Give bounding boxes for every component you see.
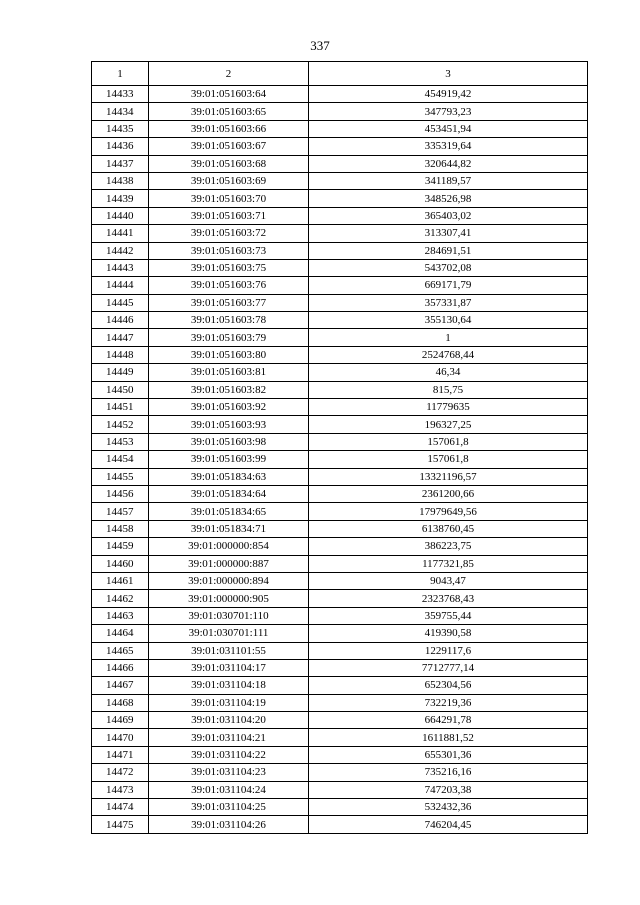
row-number-cell: 14466 [92,659,149,676]
value-cell: 2323768,43 [309,590,588,607]
table-row [92,172,588,189]
row-number-cell: 14438 [92,172,149,189]
value-cell: 532432,36 [309,799,588,816]
table-row [92,520,588,537]
table-row [92,259,588,276]
row-number-cell: 14467 [92,677,149,694]
row-number-cell: 14435 [92,120,149,137]
value-cell: 732219,36 [309,694,588,711]
table-row [92,312,588,329]
row-number-cell: 14475 [92,816,149,833]
table-row [92,729,588,746]
value-cell: 664291,78 [309,712,588,729]
value-cell: 7712777,14 [309,659,588,676]
value-cell: 348526,98 [309,190,588,207]
table-row [92,451,588,468]
value-cell: 355130,64 [309,312,588,329]
header-col-3: 3 [309,62,588,86]
value-cell: 2524768,44 [309,346,588,363]
table-row [92,590,588,607]
page-number: 337 [310,38,330,53]
cadastral-number-cell: 39:01:000000:894 [149,572,309,589]
table-row [92,155,588,172]
value-cell: 359755,44 [309,607,588,624]
value-cell: 13321196,57 [309,468,588,485]
cadastral-number-cell: 39:01:051603:68 [149,155,309,172]
value-cell: 335319,64 [309,138,588,155]
table-row [92,712,588,729]
cadastral-number-cell: 39:01:031104:18 [149,677,309,694]
table-row [92,538,588,555]
table-row [92,468,588,485]
value-cell: 746204,45 [309,816,588,833]
cadastral-number-cell: 39:01:031104:25 [149,799,309,816]
table-row [92,799,588,816]
cadastral-number-cell: 39:01:051603:81 [149,364,309,381]
cadastral-number-cell: 39:01:030701:111 [149,625,309,642]
table-row [92,555,588,572]
table-row [92,607,588,624]
row-number-cell: 14470 [92,729,149,746]
row-number-cell: 14456 [92,485,149,502]
row-number-cell: 14448 [92,346,149,363]
cadastral-number-cell: 39:01:051834:65 [149,503,309,520]
cadastral-number-cell: 39:01:051603:99 [149,451,309,468]
cadastral-number-cell: 39:01:031104:20 [149,712,309,729]
table-row [92,120,588,137]
table-row [92,364,588,381]
value-cell: 341189,57 [309,172,588,189]
table-row [92,277,588,294]
value-cell: 2361200,66 [309,485,588,502]
cadastral-number-cell: 39:01:051603:66 [149,120,309,137]
row-number-cell: 14439 [92,190,149,207]
value-cell: 11779635 [309,399,588,416]
value-cell: 1177321,85 [309,555,588,572]
row-number-cell: 14468 [92,694,149,711]
cadastral-number-cell: 39:01:030701:110 [149,607,309,624]
cadastral-number-cell: 39:01:031104:24 [149,781,309,798]
row-number-cell: 14445 [92,294,149,311]
value-cell: 6138760,45 [309,520,588,537]
row-number-cell: 14472 [92,764,149,781]
cadastral-number-cell: 39:01:051603:67 [149,138,309,155]
table-row [92,329,588,346]
cadastral-number-cell: 39:01:051603:69 [149,172,309,189]
row-number-cell: 14463 [92,607,149,624]
row-number-cell: 14458 [92,520,149,537]
cadastral-number-cell: 39:01:031104:21 [149,729,309,746]
value-cell: 1229117,6 [309,642,588,659]
value-cell: 386223,75 [309,538,588,555]
table-row [92,433,588,450]
value-cell: 453451,94 [309,120,588,137]
header-row [92,62,588,86]
header-col-1: 1 [92,62,149,86]
row-number-cell: 14473 [92,781,149,798]
table-row [92,399,588,416]
value-cell: 357331,87 [309,294,588,311]
row-number-cell: 14453 [92,433,149,450]
row-number-cell: 14450 [92,381,149,398]
value-cell: 157061,8 [309,433,588,450]
cadastral-number-cell: 39:01:031101:55 [149,642,309,659]
row-number-cell: 14455 [92,468,149,485]
cadastral-number-cell: 39:01:051603:64 [149,86,309,103]
value-cell: 652304,56 [309,677,588,694]
value-cell: 157061,8 [309,451,588,468]
cadastral-number-cell: 39:01:051834:64 [149,485,309,502]
value-cell: 1 [309,329,588,346]
row-number-cell: 14442 [92,242,149,259]
row-number-cell: 14464 [92,625,149,642]
table-row [92,485,588,502]
row-number-cell: 14451 [92,399,149,416]
cadastral-number-cell: 39:01:051603:73 [149,242,309,259]
cadastral-number-cell: 39:01:031104:22 [149,746,309,763]
table-row [92,381,588,398]
row-number-cell: 14461 [92,572,149,589]
value-cell: 454919,42 [309,86,588,103]
cadastral-number-cell: 39:01:051834:63 [149,468,309,485]
cadastral-number-cell: 39:01:031104:23 [149,764,309,781]
row-number-cell: 14460 [92,555,149,572]
cadastral-number-cell: 39:01:051603:78 [149,312,309,329]
table-row [92,138,588,155]
table-row [92,190,588,207]
row-number-cell: 14474 [92,799,149,816]
table-row [92,503,588,520]
row-number-cell: 14437 [92,155,149,172]
value-cell: 347793,23 [309,103,588,120]
row-number-cell: 14452 [92,416,149,433]
cadastral-number-cell: 39:01:051603:71 [149,207,309,224]
row-number-cell: 14462 [92,590,149,607]
table-row [92,816,588,833]
table-row [92,207,588,224]
table-row [92,764,588,781]
row-number-cell: 14441 [92,225,149,242]
table-row [92,346,588,363]
value-cell: 669171,79 [309,277,588,294]
cadastral-number-cell: 39:01:051603:77 [149,294,309,311]
table-row [92,242,588,259]
table-row [92,416,588,433]
row-number-cell: 14457 [92,503,149,520]
table-row [92,677,588,694]
cadastral-number-cell: 39:01:051603:65 [149,103,309,120]
row-number-cell: 14433 [92,86,149,103]
value-cell: 1611881,52 [309,729,588,746]
value-cell: 543702,08 [309,259,588,276]
table-row [92,746,588,763]
cadastral-number-cell: 39:01:051603:92 [149,399,309,416]
table-row [92,294,588,311]
table-row [92,659,588,676]
row-number-cell: 14449 [92,364,149,381]
row-number-cell: 14471 [92,746,149,763]
cadastral-number-cell: 39:01:051603:72 [149,225,309,242]
table-row [92,781,588,798]
value-cell: 655301,36 [309,746,588,763]
row-number-cell: 14469 [92,712,149,729]
cadastral-number-cell: 39:01:031104:26 [149,816,309,833]
row-number-cell: 14440 [92,207,149,224]
cadastral-number-cell: 39:01:000000:887 [149,555,309,572]
row-number-cell: 14465 [92,642,149,659]
cadastral-number-cell: 39:01:000000:905 [149,590,309,607]
table-row [92,86,588,103]
cadastral-number-cell: 39:01:000000:854 [149,538,309,555]
row-number-cell: 14434 [92,103,149,120]
cadastral-number-cell: 39:01:051603:70 [149,190,309,207]
value-cell: 815,75 [309,381,588,398]
value-cell: 9043,47 [309,572,588,589]
row-number-cell: 14443 [92,259,149,276]
table-row [92,225,588,242]
value-cell: 747203,38 [309,781,588,798]
value-cell: 17979649,56 [309,503,588,520]
row-number-cell: 14436 [92,138,149,155]
cadastral-number-cell: 39:01:031104:17 [149,659,309,676]
cadastral-number-cell: 39:01:051603:79 [149,329,309,346]
table-row [92,625,588,642]
table-row [92,572,588,589]
value-cell: 313307,41 [309,225,588,242]
value-cell: 419390,58 [309,625,588,642]
cadastral-number-cell: 39:01:051603:80 [149,346,309,363]
table-row [92,694,588,711]
data-table [91,61,588,834]
cadastral-number-cell: 39:01:051603:76 [149,277,309,294]
cadastral-number-cell: 39:01:051834:71 [149,520,309,537]
row-number-cell: 14444 [92,277,149,294]
cadastral-number-cell: 39:01:051603:82 [149,381,309,398]
cadastral-number-cell: 39:01:051603:75 [149,259,309,276]
table-header [92,62,588,86]
value-cell: 320644,82 [309,155,588,172]
cadastral-number-cell: 39:01:031104:19 [149,694,309,711]
row-number-cell: 14446 [92,312,149,329]
value-cell: 284691,51 [309,242,588,259]
row-number-cell: 14447 [92,329,149,346]
value-cell: 365403,02 [309,207,588,224]
row-number-cell: 14454 [92,451,149,468]
row-number-cell: 14459 [92,538,149,555]
cadastral-number-cell: 39:01:051603:93 [149,416,309,433]
cadastral-number-cell: 39:01:051603:98 [149,433,309,450]
value-cell: 196327,25 [309,416,588,433]
table-body [92,86,588,834]
header-col-2: 2 [149,62,309,86]
table-row [92,103,588,120]
table-row [92,642,588,659]
value-cell: 46,34 [309,364,588,381]
value-cell: 735216,16 [309,764,588,781]
